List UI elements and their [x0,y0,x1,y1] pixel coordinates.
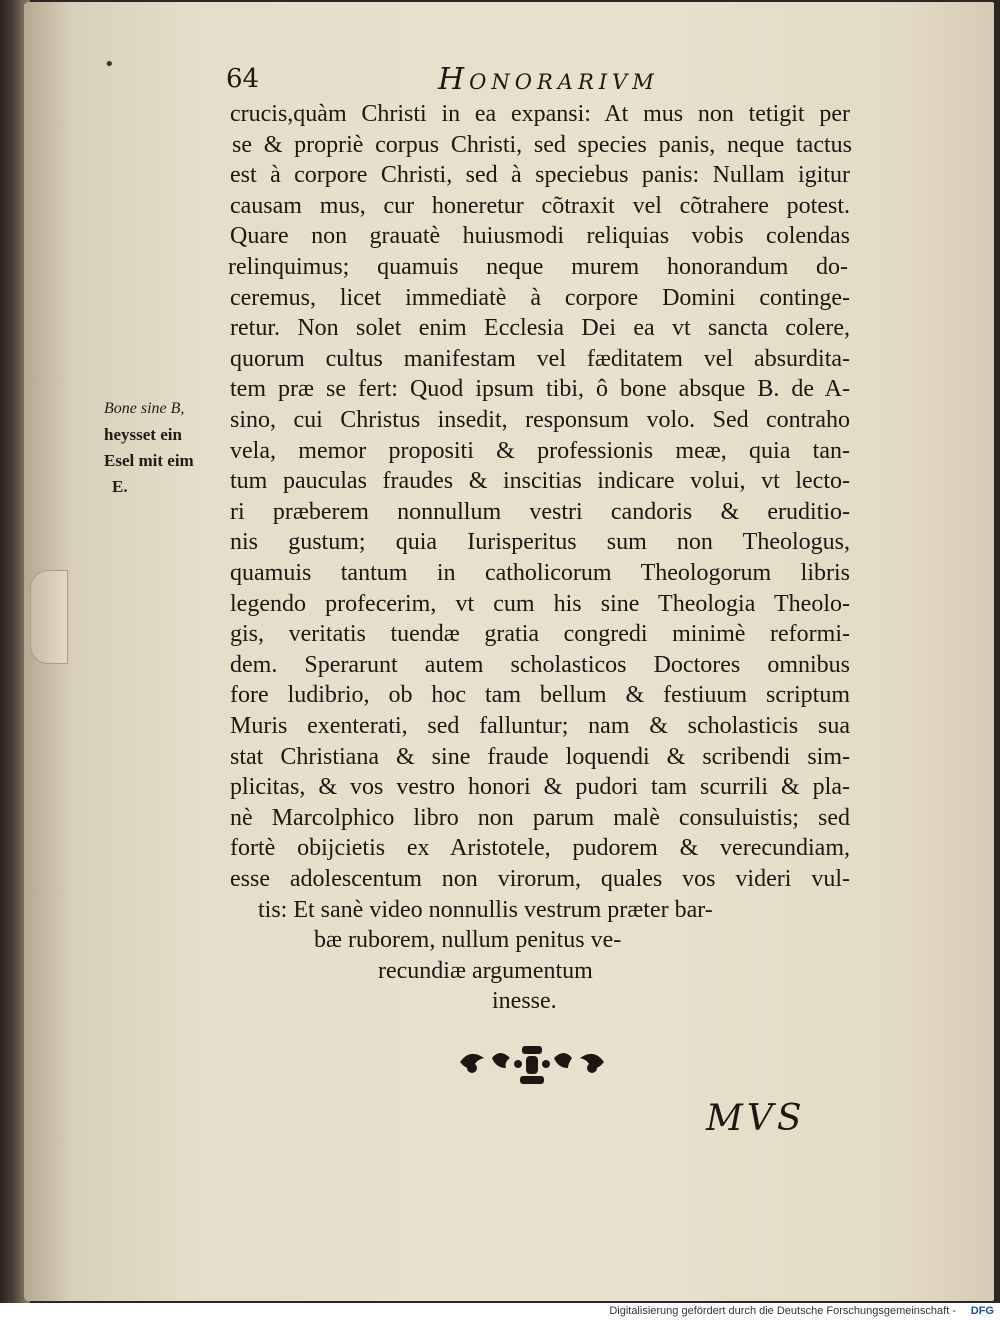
text-line: plicitas, & vos vestro honori & pudori tam scurrili & pla- [230,774,850,801]
text-line: tem præ se fert: Quod ipsum tibi, ô bone absque B. de A- [230,376,850,403]
text-line: inesse. [492,988,557,1015]
text-line: causam mus, cur honeretur cõtraxit vel cõtrahere potest. [230,192,850,219]
text-line: legendo profecerim, vt cum his sine Theologia Theolo- [230,590,850,617]
text-line: ceremus, licet immediatè à corpore Domini continge- [230,284,850,311]
text-line: nè Marcolphico libro non parum malè consuluistis; sed [230,804,850,831]
text-line: dem. Sperarunt autem scholasticos Doctores omnibus [230,651,850,678]
text-line: Quare non grauatè huiusmodi reliquias vobis colendas [230,223,850,250]
text-line: stat Christiana & sine fraude loquendi & scribendi sim- [230,743,850,770]
text-line: quorum cultus manifestam vel fæditatem vel absurdita- [230,345,850,372]
digitization-footer [0,1303,1000,1320]
text-line: recundiæ argumentum [378,957,593,984]
text-line: est à corpore Christi, sed à speciebus panis: Nullam igitur [230,162,850,189]
text-line: tum pauculas fraudes & inscitias indicare volui, vt lecto- [230,468,850,495]
page-tab [30,570,68,664]
text-line: retur. Non solet enim Ecclesia Dei ea vt sancta colere, [230,315,850,342]
ink-mark: • [104,54,115,75]
text-line: nis gustum; quia Iurisperitus sum non Theologus, [230,529,850,556]
signature: MVS [706,1098,806,1139]
running-head: Honorarivm [438,62,659,97]
footer-credit: Digitalisierung gefördert durch die Deutsche Forschungsgemeinschaft - [609,1305,956,1317]
margin-note-latin: Bone sine B, [104,400,185,417]
page-number: 64 [226,64,260,94]
text-line: Muris exenterati, sed falluntur; nam & scholasticis sua [230,713,850,739]
text-line: esse adolescentum non virorum, quales vos videri vul- [230,866,850,892]
text-line: sino, cui Christus insedit, responsum volo. Sed contraho [230,407,850,433]
margin-note [104,396,234,500]
text-line: se & propriè corpus Christi, sed species panis, neque tactus [232,131,852,158]
text-line: quamuis tantum in catholicorum Theologorum libris [230,560,850,586]
margin-note-german-line: heysset ein [104,425,182,444]
margin-note-german-line: E. [112,477,128,496]
dfg-logo-icon: DFG [970,1305,994,1317]
text-line: relinquimus; quamuis neque murem honorandum do- [228,254,848,280]
text-line: ri præberem nonnullum vestri candoris & eruditio- [230,498,850,525]
text-line: fortè obijcietis ex Aristotele, pudorem & verecundiam, [230,835,850,862]
text-line: crucis,quàm Christi in ea expansi: At mus non tetigit per [230,101,850,127]
text-line: vela, memor propositi & professionis meæ, quia tan- [230,437,850,464]
printer-ornament-icon [452,1040,612,1090]
text-line: bæ ruborem, nullum penitus ve- [314,927,622,954]
text-line: tis: Et sanè video nonnullis vestrum præter bar- [258,896,713,923]
margin-note-german-line: Esel mit eim [104,451,194,470]
text-line: fore ludibrio, ob hoc tam bellum & festiuum scriptum [230,682,850,709]
text-line: gis, veritatis tuendæ gratia congredi minimè reformi- [230,621,850,648]
